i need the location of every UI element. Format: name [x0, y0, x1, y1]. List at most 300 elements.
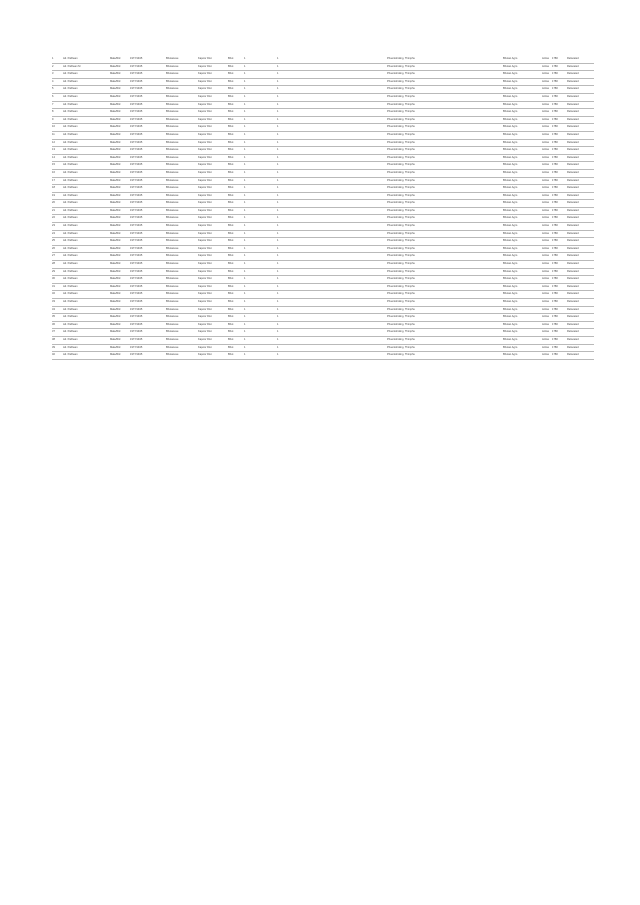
cell-nt: Relocated: [567, 246, 579, 250]
cell-cat: Bhutanese: [166, 132, 179, 136]
cell-st: Active: [542, 208, 550, 212]
table-row: [52, 117, 594, 125]
cell-m1: 1: [277, 140, 279, 144]
cell-cat: Bhutanese: [166, 277, 179, 281]
cell-m1: 1: [277, 132, 279, 136]
cell-id1: Male/Rtd: [110, 79, 121, 83]
cell-nt: Relocated: [567, 292, 579, 296]
cell-st: Active: [542, 277, 550, 281]
cell-cat: Bhutanese: [166, 246, 179, 250]
cell-nt: Relocated: [567, 170, 579, 174]
cell-m1: 1: [277, 246, 279, 250]
cell-id2: 1977/1945: [130, 79, 143, 83]
cell-zone: Kapoor Dist: [198, 216, 212, 220]
table-row: [52, 261, 594, 269]
cell-m1: 1: [277, 239, 279, 243]
cell-loc: Phuentsholing, Thimphu: [387, 64, 415, 68]
cell-cat: Bhutanese: [166, 224, 179, 228]
cell-loc: Phuentsholing, Thimphu: [387, 178, 415, 182]
cell-v1: 1: [244, 94, 246, 98]
cell-id2: 1977/1945: [130, 330, 143, 334]
cell-nt: Relocated: [567, 216, 579, 220]
cell-cat: Bhutanese: [166, 284, 179, 288]
cell-id1: Male/Rtd: [110, 155, 121, 159]
cell-cat: Bhutanese: [166, 239, 179, 243]
cell-id2: 1977/1945: [130, 148, 143, 152]
cell-id1: Male/Rtd: [110, 163, 121, 167]
cell-v1: 1: [244, 216, 246, 220]
cell-org: Bhutan Agro: [503, 102, 518, 106]
cell-name: Ad. Pahlwan: [63, 353, 78, 357]
table-row: [52, 162, 594, 170]
cell-loc: Phuentsholing, Thimphu: [387, 201, 415, 205]
cell-st: Active: [542, 186, 550, 190]
cell-loc: Phuentsholing, Thimphu: [387, 193, 415, 197]
cell-org: Bhutan Agro: [503, 79, 518, 83]
cell-nt: Relocated: [567, 102, 579, 106]
cell-st: Active: [542, 201, 550, 205]
cell-loc: Phuentsholing, Thimphu: [387, 170, 415, 174]
cell-ph: 1780: [552, 262, 558, 266]
cell-name: Ad. Pahlwan: [63, 208, 78, 212]
cell-dz: Bhut: [228, 231, 234, 235]
cell-no: 8: [52, 110, 54, 114]
cell-ph: 1780: [552, 79, 558, 83]
cell-name: Ad. Pahlwan: [63, 269, 78, 273]
cell-no: 36: [52, 322, 55, 326]
cell-org: Bhutan Agro: [503, 125, 518, 129]
cell-m1: 1: [277, 193, 279, 197]
cell-id2: 1977/1945: [130, 102, 143, 106]
cell-id1: Male/Rtd: [110, 239, 121, 243]
cell-zone: Kapoor Dist: [198, 269, 212, 273]
cell-no: 39: [52, 345, 55, 349]
cell-name: Ad. Pahlwan: [63, 322, 78, 326]
cell-loc: Phuentsholing, Thimphu: [387, 300, 415, 303]
cell-no: 10: [52, 125, 55, 129]
cell-nt: Relocated: [567, 132, 579, 136]
cell-id2: 1977/1945: [130, 155, 143, 159]
cell-v1: 1: [244, 269, 246, 273]
cell-nt: Relocated: [567, 125, 579, 129]
cell-org: Bhutan Agro: [503, 140, 518, 144]
cell-loc: Phuentsholing, Thimphu: [387, 231, 415, 235]
cell-v1: 1: [244, 72, 246, 76]
cell-cat: Bhutanese: [166, 148, 179, 152]
cell-id2: 1977/1945: [130, 208, 143, 212]
cell-nt: Relocated: [567, 300, 579, 303]
cell-loc: Phuentsholing, Thimphu: [387, 330, 415, 334]
cell-m1: 1: [277, 284, 279, 288]
cell-id2: 1977/1945: [130, 94, 143, 98]
cell-ph: 1780: [552, 269, 558, 273]
cell-st: Active: [542, 87, 550, 91]
cell-st: Active: [542, 102, 550, 106]
cell-no: 14: [52, 155, 55, 159]
table-row: [52, 352, 594, 360]
cell-st: Active: [542, 231, 550, 235]
cell-no: 24: [52, 231, 55, 235]
cell-no: 27: [52, 254, 55, 258]
cell-st: Active: [542, 193, 550, 197]
cell-zone: Kapoor Dist: [198, 284, 212, 288]
cell-cat: Bhutanese: [166, 155, 179, 159]
cell-loc: Phuentsholing, Thimphu: [387, 94, 415, 98]
cell-m1: 1: [277, 216, 279, 220]
cell-org: Bhutan Agro: [503, 262, 518, 266]
cell-name: Ad. Pahlwan: [63, 292, 78, 296]
cell-name: Ad. Pahlwan: [63, 87, 78, 91]
cell-st: Active: [542, 163, 550, 167]
cell-st: Active: [542, 345, 550, 349]
table-row: [52, 322, 594, 330]
cell-zone: Kapoor Dist: [198, 170, 212, 174]
cell-v1: 1: [244, 300, 246, 303]
cell-no: 23: [52, 224, 55, 228]
cell-id2: 1977/1945: [130, 246, 143, 250]
cell-v1: 1: [244, 64, 246, 68]
table-row: [52, 253, 594, 261]
cell-v1: 1: [244, 57, 246, 60]
cell-org: Bhutan Agro: [503, 246, 518, 250]
cell-v1: 1: [244, 254, 246, 258]
cell-no: 35: [52, 315, 55, 319]
cell-m1: 1: [277, 269, 279, 273]
cell-id2: 1977/1945: [130, 337, 143, 341]
cell-st: Active: [542, 300, 550, 303]
cell-ph: 1780: [552, 125, 558, 129]
cell-zone: Kapoor Dist: [198, 330, 212, 334]
cell-no: 2: [52, 64, 54, 68]
cell-id2: 1977/1945: [130, 269, 143, 273]
cell-ph: 1780: [552, 330, 558, 334]
table-row: [52, 147, 594, 155]
cell-loc: Phuentsholing, Thimphu: [387, 186, 415, 190]
cell-id1: Male/Rtd: [110, 246, 121, 250]
cell-id2: 1977/1945: [130, 140, 143, 144]
cell-nt: Relocated: [567, 345, 579, 349]
cell-no: 19: [52, 193, 55, 197]
cell-dz: Bhut: [228, 284, 234, 288]
cell-nt: Relocated: [567, 94, 579, 98]
cell-m1: 1: [277, 345, 279, 349]
cell-ph: 1780: [552, 322, 558, 326]
cell-m1: 1: [277, 337, 279, 341]
cell-org: Bhutan Agro: [503, 269, 518, 273]
cell-org: Bhutan Agro: [503, 148, 518, 152]
cell-st: Active: [542, 125, 550, 129]
cell-v1: 1: [244, 246, 246, 250]
cell-v1: 1: [244, 337, 246, 341]
cell-zone: Kapoor Dist: [198, 224, 212, 228]
cell-m1: 1: [277, 64, 279, 68]
cell-id2: 1977/1945: [130, 125, 143, 129]
cell-id1: Male/Rtd: [110, 94, 121, 98]
cell-st: Active: [542, 216, 550, 220]
cell-m1: 1: [277, 292, 279, 296]
cell-dz: Bhut: [228, 117, 234, 121]
cell-nt: Relocated: [567, 337, 579, 341]
cell-id2: 1977/1945: [130, 315, 143, 319]
cell-no: 6: [52, 94, 54, 98]
cell-org: Bhutan Agro: [503, 186, 518, 190]
cell-nt: Relocated: [567, 117, 579, 121]
cell-cat: Bhutanese: [166, 307, 179, 311]
cell-zone: Kapoor Dist: [198, 337, 212, 341]
cell-org: Bhutan Agro: [503, 201, 518, 205]
cell-zone: Kapoor Dist: [198, 72, 212, 76]
cell-id2: 1977/1945: [130, 201, 143, 205]
cell-st: Active: [542, 148, 550, 152]
cell-v1: 1: [244, 353, 246, 357]
cell-ph: 1780: [552, 246, 558, 250]
cell-id1: Male/Rtd: [110, 307, 121, 311]
table-row: [52, 345, 594, 353]
cell-id1: Male/Rtd: [110, 353, 121, 357]
cell-name: Ad. Pahlwan: [63, 79, 78, 83]
table-row: [52, 132, 594, 140]
cell-no: 40: [52, 353, 55, 357]
cell-zone: Kapoor Dist: [198, 57, 212, 60]
cell-ph: 1780: [552, 87, 558, 91]
cell-no: 22: [52, 216, 55, 220]
cell-no: 34: [52, 307, 55, 311]
cell-name: Ad. Pahlwan: [63, 231, 78, 235]
cell-m1: 1: [277, 254, 279, 258]
cell-id2: 1977/1945: [130, 170, 143, 174]
cell-id2: 1977/1945: [130, 239, 143, 243]
cell-id1: Male/Rtd: [110, 110, 121, 114]
cell-nt: Relocated: [567, 277, 579, 281]
cell-no: 16: [52, 170, 55, 174]
cell-id1: Male/Rtd: [110, 186, 121, 190]
cell-ph: 1780: [552, 178, 558, 182]
table-row: [52, 269, 594, 277]
cell-m1: 1: [277, 94, 279, 98]
cell-st: Active: [542, 353, 550, 357]
cell-st: Active: [542, 269, 550, 273]
cell-nt: Relocated: [567, 201, 579, 205]
cell-zone: Kapoor Dist: [198, 155, 212, 159]
cell-id2: 1977/1945: [130, 193, 143, 197]
cell-cat: Bhutanese: [166, 94, 179, 98]
cell-name: Ad. Pahlwan: [63, 330, 78, 334]
cell-dz: Bhut: [228, 254, 234, 258]
cell-nt: Relocated: [567, 79, 579, 83]
cell-loc: Phuentsholing, Thimphu: [387, 117, 415, 121]
cell-cat: Bhutanese: [166, 300, 179, 303]
cell-id1: Male/Rtd: [110, 64, 121, 68]
cell-loc: Phuentsholing, Thimphu: [387, 239, 415, 243]
cell-nt: Relocated: [567, 148, 579, 152]
cell-loc: Phuentsholing, Thimphu: [387, 224, 415, 228]
cell-loc: Phuentsholing, Thimphu: [387, 148, 415, 152]
cell-no: 18: [52, 186, 55, 190]
cell-name: Ad. Pahlwan: [63, 155, 78, 159]
cell-cat: Bhutanese: [166, 330, 179, 334]
cell-v1: 1: [244, 163, 246, 167]
cell-cat: Bhutanese: [166, 64, 179, 68]
cell-dz: Bhut: [228, 72, 234, 76]
cell-cat: Bhutanese: [166, 345, 179, 349]
cell-id1: Male/Rtd: [110, 337, 121, 341]
cell-org: Bhutan Agro: [503, 277, 518, 281]
cell-st: Active: [542, 72, 550, 76]
cell-nt: Relocated: [567, 178, 579, 182]
cell-st: Active: [542, 57, 550, 60]
cell-id1: Male/Rtd: [110, 170, 121, 174]
cell-org: Bhutan Agro: [503, 110, 518, 114]
cell-zone: Kapoor Dist: [198, 193, 212, 197]
cell-cat: Bhutanese: [166, 322, 179, 326]
cell-dz: Bhut: [228, 57, 234, 60]
cell-m1: 1: [277, 353, 279, 357]
cell-no: 1: [52, 57, 54, 60]
cell-org: Bhutan Agro: [503, 315, 518, 319]
table-row: [52, 193, 594, 201]
cell-cat: Bhutanese: [166, 178, 179, 182]
cell-id1: Male/Rtd: [110, 254, 121, 258]
cell-name: Ad. Pahlwan: [63, 254, 78, 258]
cell-org: Bhutan Agro: [503, 163, 518, 167]
cell-v1: 1: [244, 117, 246, 121]
cell-id2: 1977/1945: [130, 345, 143, 349]
table-row: [52, 94, 594, 102]
cell-cat: Bhutanese: [166, 315, 179, 319]
cell-st: Active: [542, 337, 550, 341]
cell-id2: 1977/1945: [130, 284, 143, 288]
cell-cat: Bhutanese: [166, 79, 179, 83]
cell-id1: Male/Rtd: [110, 148, 121, 152]
cell-dz: Bhut: [228, 155, 234, 159]
cell-m1: 1: [277, 170, 279, 174]
cell-v1: 1: [244, 315, 246, 319]
cell-id2: 1977/1945: [130, 292, 143, 296]
table-row: [52, 337, 594, 345]
cell-m1: 1: [277, 322, 279, 326]
cell-v1: 1: [244, 224, 246, 228]
cell-m1: 1: [277, 231, 279, 235]
cell-ph: 1780: [552, 132, 558, 136]
cell-zone: Kapoor Dist: [198, 79, 212, 83]
cell-v1: 1: [244, 330, 246, 334]
cell-dz: Bhut: [228, 186, 234, 190]
cell-dz: Bhut: [228, 170, 234, 174]
cell-cat: Bhutanese: [166, 216, 179, 220]
table-row: [52, 200, 594, 208]
table-row: [52, 178, 594, 186]
cell-m1: 1: [277, 277, 279, 281]
cell-dz: Bhut: [228, 330, 234, 334]
cell-no: 11: [52, 132, 55, 136]
cell-ph: 1780: [552, 186, 558, 190]
cell-name: Ad. Pahlwan: [63, 307, 78, 311]
cell-dz: Bhut: [228, 315, 234, 319]
cell-ph: 1780: [552, 292, 558, 296]
cell-no: 13: [52, 148, 55, 152]
cell-dz: Bhut: [228, 307, 234, 311]
cell-id1: Male/Rtd: [110, 216, 121, 220]
table-row: [52, 329, 594, 337]
cell-zone: Kapoor Dist: [198, 163, 212, 167]
cell-org: Bhutan Agro: [503, 224, 518, 228]
cell-cat: Bhutanese: [166, 117, 179, 121]
cell-zone: Kapoor Dist: [198, 246, 212, 250]
cell-id1: Male/Rtd: [110, 117, 121, 121]
cell-loc: Phuentsholing, Thimphu: [387, 284, 415, 288]
cell-id1: Male/Rtd: [110, 132, 121, 136]
cell-m1: 1: [277, 110, 279, 114]
cell-name: Ad. Pahlwan: [63, 117, 78, 121]
cell-m1: 1: [277, 102, 279, 106]
cell-id2: 1977/1945: [130, 87, 143, 91]
cell-loc: Phuentsholing, Thimphu: [387, 353, 415, 357]
cell-loc: Phuentsholing, Thimphu: [387, 87, 415, 91]
cell-org: Bhutan Agro: [503, 337, 518, 341]
table-row: [52, 246, 594, 254]
cell-nt: Relocated: [567, 322, 579, 326]
cell-cat: Bhutanese: [166, 231, 179, 235]
cell-cat: Bhutanese: [166, 201, 179, 205]
cell-v1: 1: [244, 239, 246, 243]
cell-name: Ad. Pahlwan: [63, 300, 78, 303]
cell-id2: 1977/1945: [130, 178, 143, 182]
cell-st: Active: [542, 155, 550, 159]
cell-ph: 1780: [552, 117, 558, 121]
cell-v1: 1: [244, 208, 246, 212]
cell-v1: 1: [244, 110, 246, 114]
cell-st: Active: [542, 262, 550, 266]
table-row: [52, 56, 594, 64]
cell-name: Ad. Pahlwan: [63, 284, 78, 288]
cell-m1: 1: [277, 125, 279, 129]
cell-dz: Bhut: [228, 300, 234, 303]
cell-dz: Bhut: [228, 132, 234, 136]
cell-m1: 1: [277, 72, 279, 76]
table-row: [52, 307, 594, 315]
cell-m1: 1: [277, 262, 279, 266]
cell-nt: Relocated: [567, 330, 579, 334]
cell-cat: Bhutanese: [166, 72, 179, 76]
cell-zone: Kapoor Dist: [198, 231, 212, 235]
cell-dz: Bhut: [228, 148, 234, 152]
cell-st: Active: [542, 254, 550, 258]
cell-org: Bhutan Agro: [503, 208, 518, 212]
cell-name: Ad. Pahlwan: [63, 148, 78, 152]
cell-no: 37: [52, 330, 55, 334]
cell-no: 31: [52, 284, 55, 288]
cell-name: Ad. Pahlwan: [63, 224, 78, 228]
cell-m1: 1: [277, 201, 279, 205]
cell-nt: Relocated: [567, 353, 579, 357]
cell-no: 3: [52, 72, 54, 76]
cell-loc: Phuentsholing, Thimphu: [387, 269, 415, 273]
cell-loc: Phuentsholing, Thimphu: [387, 322, 415, 326]
cell-no: 25: [52, 239, 55, 243]
cell-id2: 1977/1945: [130, 231, 143, 235]
cell-ph: 1780: [552, 231, 558, 235]
cell-zone: Kapoor Dist: [198, 125, 212, 129]
cell-st: Active: [542, 132, 550, 136]
cell-zone: Kapoor Dist: [198, 87, 212, 91]
cell-no: 29: [52, 269, 55, 273]
cell-name: Ad. Pahlwan: [63, 193, 78, 197]
cell-id2: 1977/1945: [130, 117, 143, 121]
cell-zone: Kapoor Dist: [198, 140, 212, 144]
table-row: [52, 155, 594, 163]
cell-id2: 1977/1945: [130, 277, 143, 281]
cell-name: Ad. Pahlwan: [63, 102, 78, 106]
